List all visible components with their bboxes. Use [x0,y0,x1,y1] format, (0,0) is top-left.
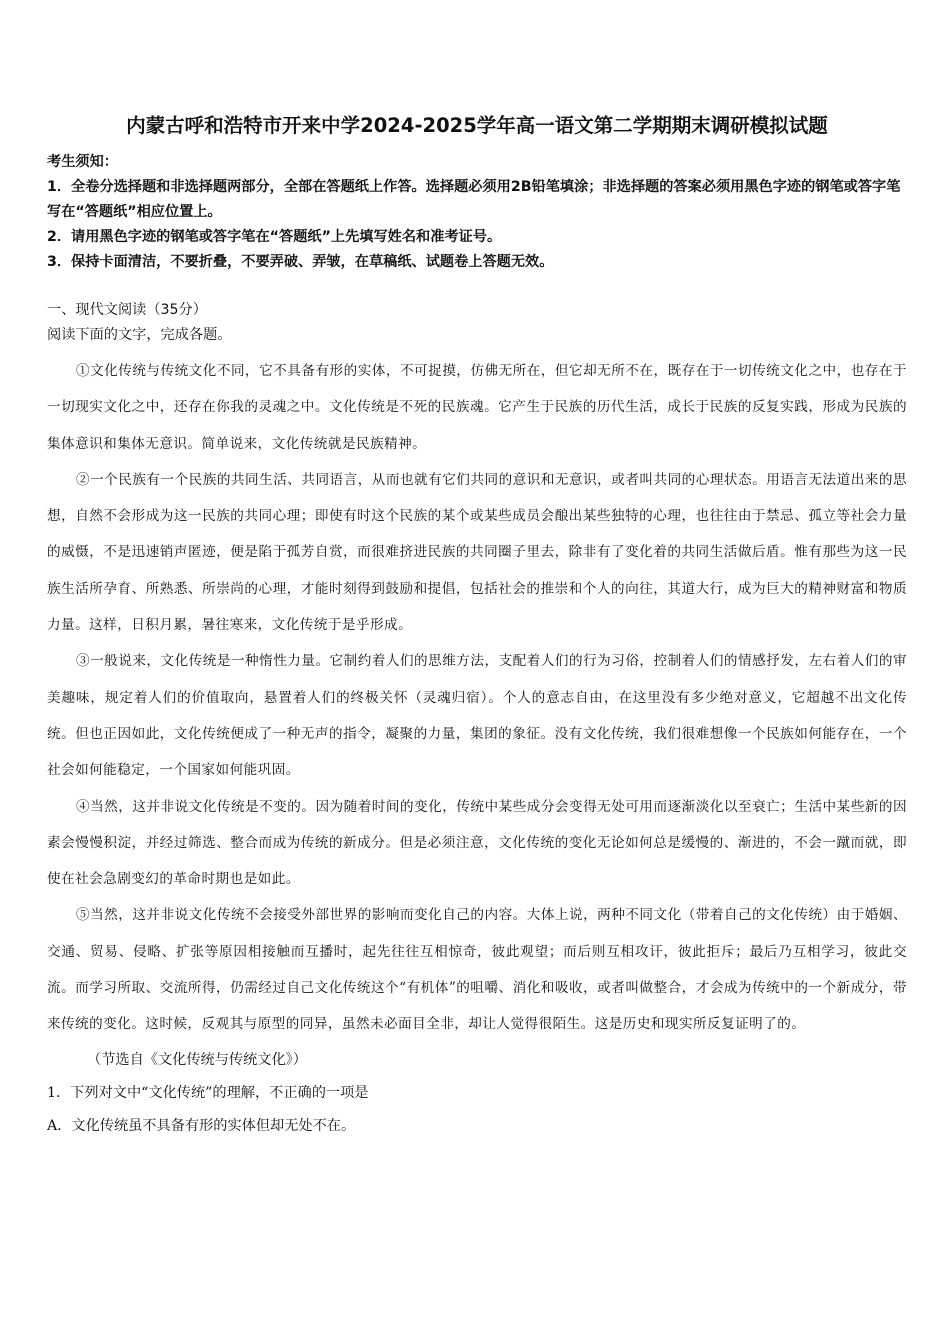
section-heading: 一、现代文阅读（35分） [47,302,207,318]
notice-item-3: 3．保持卡面清洁，不要折叠，不要弄破、弄皱，在草稿纸、试题卷上答题无效。 [47,254,554,270]
candidate-notice [47,150,907,275]
passage-paragraph-5: ⑤当然，这并非说文化传统不会接受外部世界的影响而变化自己的内容。大体上说，两种不同文化（带着自己的文化传统）由于婚姻、交通、贸易、侵略、扩张等原因相接触而互播时，起先往往互相惊奇，彼此观望；而后则互相攻讦，彼此拒斥；最后乃互相学习，彼此交流。而学习所取、交流所得，仍需经过自己文化传统这个“有机体”的咀嚼、消化和吸收，或者叫做整合，才会成为传统中的一个新成分，带来传统的变化。这时候，反观其与原型的同异，虽然未必面目全非，却让人觉得很陌生。这是历史和现实所反复证明了的。 [47,907,907,1033]
passage-paragraph-3: ③一般说来，文化传统是一种惰性力量。它制约着人们的思维方法，支配着人们的行为习俗，控制着人们的情感抒发，左右着人们的审美趣味，规定着人们的价值取向，悬置着人们的终极关怀（灵魂归宿）。个人的意志自由，在这里没有多少绝对意义，它超越不出文化传统。但也正因如此，文化传统便成了一种无声的指令，凝聚的力量，集团的象征。没有文化传统，我们很难想像一个民族如何能存在，一个社会如何能稳定，一个国家如何能巩固。 [47,653,907,779]
question-1-stem: 1．下列对文中“文化传统”的理解，不正确的一项是 [47,1084,369,1101]
section-intro: 阅读下面的文字，完成各题。 [47,327,232,343]
reading-passage [47,353,907,1043]
exam-title: 内蒙古呼和浩特市开来中学2024-2025学年高一语文第二学期期末调研模拟试题 [126,114,828,137]
passage-source: （节选自《文化传统与传统文化》） [87,1051,307,1068]
notice-heading: 考生须知： [47,154,118,170]
question-1-option-a: A．文化传统虽不具备有形的实体但却无处不在。 [47,1117,356,1134]
notice-item-1: 1．全卷分选择题和非选择题两部分，全部在答题纸上作答。选择题必须用2B铅笔填涂；非选择题的答案必须用黑色字迹的钢笔或答字笔写在“答题纸”相应位置上。 [47,179,901,220]
passage-paragraph-2: ②一个民族有一个民族的共同生活、共同语言，从而也就有它们共同的意识和无意识，或者叫共同的心理状态。用语言无法道出来的思想，自然不会形成为这一民族的共同心理；即使有时这个民族的某个或某些成员会酿出某些独特的心理，也往往由于禁忌、孤立等社会力量的威慑，不是迅速销声匿迹，便是陷于孤芳自赏，而很难挤进民族的共同圈子里去，除非有了变化着的共同生活做后盾。惟有那些为这一民族生活所孕育、所熟悉、所崇尚的心理，才能时刻得到鼓励和提倡，包括社会的推崇和个人的向往，其道大行，成为巨大的精神财富和物质力量。这样，日积月累，暑往寒来，文化传统于是乎形成。 [47,471,907,634]
notice-item-2: 2．请用黑色字迹的钢笔或答字笔在“答题纸”上先填写姓名和准考证号。 [47,229,502,245]
passage-paragraph-1: ①文化传统与传统文化不同，它不具备有形的实体，不可捉摸，仿佛无所在，但它却无所不在，既存在于一切传统文化之中，也存在于一切现实文化之中，还存在你我的灵魂之中。文化传统是不死的民族魂。它产生于民族的历代生活，成长于民族的反复实践，形成为民族的集体意识和集体无意识。简单说来，文化传统就是民族精神。 [47,363,907,452]
exam-page [47,110,907,1143]
passage-paragraph-4: ④当然，这并非说文化传统是不变的。因为随着时间的变化，传统中某些成分会变得无处可用而逐渐淡化以至衰亡；生活中某些新的因素会慢慢积淀，并经过筛选、整合而成为传统的新成分。但是必须注意，文化传统的变化无论如何总是缓慢的、渐进的，不会一蹴而就，即使在社会急剧变幻的革命时期也是如此。 [47,798,907,888]
